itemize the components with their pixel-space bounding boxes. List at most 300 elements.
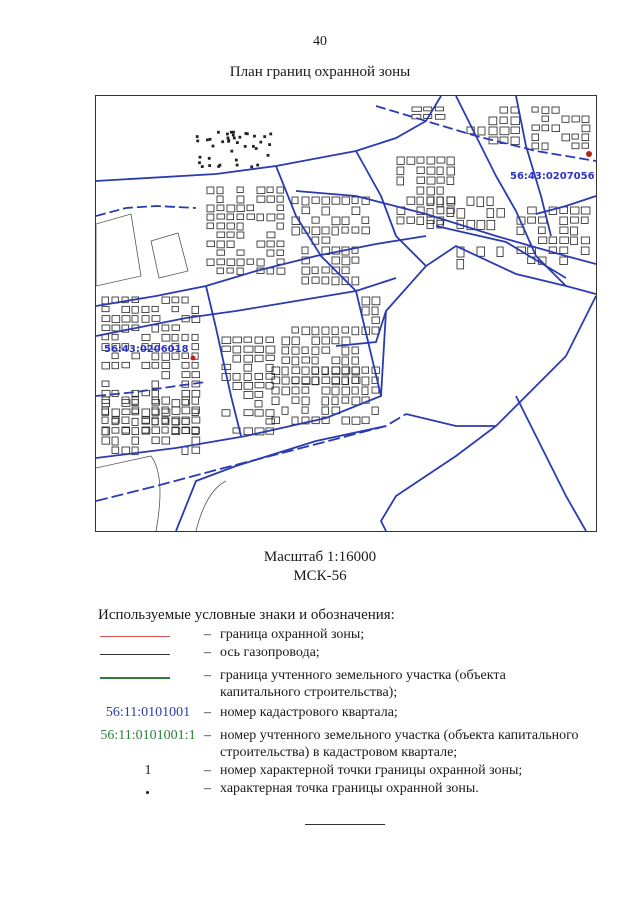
quarter-boundary [356,151,426,266]
parcel-building [182,428,190,434]
parcel-building [227,223,234,229]
cadastral-map [95,95,597,532]
quarter-boundary [406,414,496,426]
parcel-building [282,367,288,375]
parcel-building [192,362,198,368]
quarter-boundary [376,106,596,161]
parcel-building [267,232,275,238]
parcel-building [282,387,289,395]
parcel-building [511,117,520,125]
parcel-building [152,427,159,433]
parcel-building [292,227,299,235]
parcel-building [538,227,545,234]
parcel-building [292,337,299,345]
parcel-building [312,277,319,283]
parcel-building [571,217,579,223]
parcel-building [447,157,454,165]
parcel-building [277,250,283,255]
parcel-building [227,205,235,212]
parcel-building [132,397,138,404]
small-object [196,136,198,138]
parcel-building [582,116,589,123]
parcel-building [152,306,158,311]
parcel-building [292,377,299,383]
parcel-building [182,334,188,340]
parcel-building [447,197,455,204]
parcel-building [542,143,548,150]
parcel-building [312,357,318,364]
parcel-building [372,317,379,323]
parcel-building [332,367,340,373]
parcel-building [560,247,568,253]
parcel-building [571,227,578,235]
coordinate-system: МСК-56 [293,568,347,584]
parcel-building [532,107,538,112]
small-object [209,165,211,167]
parcel-building [581,237,589,244]
parcel-building [162,427,168,433]
green-line-icon [100,677,170,679]
parcel-building [312,227,320,235]
parcel-building [192,334,198,340]
parcel-building [244,346,253,352]
parcel-building [227,232,234,237]
parcel-building [417,197,423,205]
parcel-building [582,125,590,132]
parcel-building [237,250,244,255]
parcel-building [272,397,279,405]
parcel-building [412,107,421,111]
zone-point [586,151,592,157]
scale-ratio: Масштаб 1:16000 [263,549,377,565]
parcel-building [172,297,179,303]
parcel-building [581,217,588,223]
parcel-building [424,107,432,111]
parcel-building [102,437,110,444]
parcel-building [152,362,159,368]
parcel-building [489,127,497,135]
parcel-building [397,177,404,185]
parcel-building [277,205,284,210]
parcel-building [292,417,298,424]
parcel-building [312,367,319,374]
parcel-building [372,297,380,305]
parcel-building [122,417,129,423]
parcel-building [322,227,329,234]
parcel-building [222,346,230,351]
parcel-building [312,337,319,344]
gas-axis-symbol [96,644,200,660]
parcel-building [542,116,548,121]
parcel-building [172,325,180,330]
parcel-building [407,197,415,204]
legend-text: граница охранной зоны; [220,627,365,642]
parcel-building [560,227,568,234]
parcel-building [322,267,329,273]
parcel-building [192,306,199,313]
parcel-building [112,362,118,368]
parcel-building [302,327,310,335]
open-plot [151,233,188,278]
parcel-building [192,428,199,434]
parcel-building [417,167,424,174]
parcel-building [457,209,465,218]
parcel-building [112,418,118,424]
legend-text: номер характерной точки границы охранной зоны; [220,763,523,778]
parcel-building [342,257,350,265]
parcel-building [122,409,130,415]
parcel-building [102,297,109,304]
parcel-building [244,428,252,435]
parcel-building [427,197,434,204]
dot-icon [146,791,149,794]
parcel-building [312,267,318,273]
parcel-building [207,205,214,212]
parcel-building [162,409,170,416]
parcel-building [332,257,340,264]
parcel-building [182,372,190,378]
parcel-building [342,337,350,345]
parcel-building [217,187,223,194]
parcel-building [342,387,350,395]
small-object [208,157,210,159]
parcel-building [352,357,358,364]
parcel-building [342,217,349,225]
parcel-building [322,367,328,374]
parcel-boundary-symbol [96,667,200,683]
point-number-symbol: 1 [144,763,152,778]
parcel-building [312,327,319,335]
parcel-building [322,197,329,204]
parcel-building [407,157,415,164]
parcel-building [352,387,358,394]
parcel-building [562,134,570,141]
parcel-building [255,337,263,343]
parcel-building [487,197,493,206]
small-object [269,144,271,146]
parcel-building [266,337,273,342]
parcel-building [152,325,158,332]
parcel-building [172,306,178,311]
parcel-building [112,437,118,445]
parcel-building [571,237,578,245]
map-title: План границ охранной зоны [229,64,411,80]
quarter-number-symbol: 56:11:0101001 [105,705,191,720]
parcel-building [132,390,138,396]
parcel-building [332,327,338,334]
parcel-building [342,347,349,355]
small-object [235,159,237,161]
parcel-building [532,143,539,149]
parcel-building [102,316,110,322]
parcel-building [312,377,319,385]
parcel-building [332,357,340,364]
quarter-boundary [516,96,551,236]
parcel-building [302,277,309,284]
parcel-building [322,327,329,334]
parcel-building [237,196,244,203]
legend-text: граница учтенного земельного участка (объекта капитального строительства); [220,668,506,700]
parcel-building [277,214,284,219]
parcel-building [152,437,159,444]
parcel-building [244,410,253,416]
parcel-building [142,428,149,433]
parcel-building [352,197,358,203]
parcel-building [266,355,274,360]
parcel-building [192,390,200,397]
parcel-building [122,316,130,322]
small-object [212,145,214,147]
small-object [206,139,208,141]
parcel-building [152,407,158,415]
parcel-building [244,392,253,399]
parcel-building [192,372,200,378]
parcel-building [222,410,230,416]
parcel-building [437,157,445,163]
parcel-building [322,207,329,215]
parcel-building [182,390,190,396]
boundary-layer [96,96,596,531]
parcel-building [552,107,559,113]
parcel-building [447,177,454,185]
small-object [232,131,234,133]
parcel-building [112,428,119,433]
parcel-building [132,409,138,415]
parcel-building [237,259,244,266]
parcel-building [172,407,180,414]
small-object [197,140,199,142]
parcel-building [255,392,263,398]
parcel-building [233,355,241,362]
parcel-building [372,307,378,315]
parcel-building [162,297,170,303]
parcel-building [172,400,180,407]
parcel-building [152,390,158,397]
parcel-building [237,232,244,238]
parcel-building [152,397,158,404]
parcel-building [192,397,199,404]
parcel-building [342,377,348,385]
parcel-building [437,197,443,207]
parcel-building [427,167,435,174]
parcel-building [255,382,264,387]
parcel-building [122,447,130,454]
parcel-building [560,217,568,225]
parcel-building [122,362,130,368]
parcel-building [427,177,435,184]
parcel-building [322,367,328,375]
parcel-building [362,387,368,395]
small-object [255,147,257,149]
parcel-building [142,334,150,340]
parcel-building [172,418,179,424]
parcel-building [362,297,370,305]
parcel-building [560,237,569,243]
parcel-building [572,116,579,122]
parcel-building [247,205,254,211]
parcel-building [207,187,214,194]
parcel-building [302,377,310,384]
parcel-building [467,197,474,205]
quarter-boundary [96,236,426,306]
parcel-building [237,214,244,220]
parcel-building [277,223,283,229]
parcel-building [207,259,214,266]
parcel-building [132,418,138,425]
parcel-building [292,357,299,365]
parcel-building [437,167,443,175]
small-object [270,133,272,135]
parcel-building [227,214,234,220]
parcel-building [102,417,108,423]
parcel-building [132,437,139,444]
parcel-building [217,268,223,274]
parcel-building [332,337,339,344]
quarter-boundary [436,226,566,278]
parcel-building [277,187,284,193]
parcel-building [192,344,199,350]
parcel-building [362,417,369,424]
parcel-building [352,417,360,424]
small-object [199,156,201,158]
parcel-building [342,417,350,424]
parcel-building [342,397,349,403]
parcel-building [302,247,308,254]
legend-heading: Используемые условные знаки и обозначения: [98,607,395,623]
small-object [253,135,255,137]
parcel-building [322,237,330,243]
parcel-building [372,387,379,393]
parcel-building [437,207,444,214]
parcel-building [332,387,339,395]
parcel-building [532,125,539,130]
parcel-building [255,346,263,352]
parcel-building [122,306,130,312]
parcel-building [217,241,224,248]
parcel-building [312,217,319,223]
parcel-building [312,377,319,384]
parcel-building [352,257,359,263]
parcel-building [322,347,330,353]
zone-boundary-symbol [96,626,200,642]
page-number: 40 [313,34,327,49]
small-object [227,137,229,139]
parcel-building [237,205,244,212]
point-symbol [96,780,200,796]
parcel-building [332,217,340,225]
parcel-building [217,232,225,237]
legend-dash: – [204,763,211,778]
quarter-boundary [536,196,596,214]
parcel-building [342,227,348,233]
parcel-building [292,367,300,374]
parcel-building [552,125,559,132]
parcel-building [132,316,138,322]
parcel-building [538,217,546,223]
parcel-building [282,407,288,414]
parcel-building [572,134,578,139]
parcel-building [302,387,309,393]
legend-dash: – [204,645,211,660]
parcel-building [352,377,358,383]
legend-dash: – [204,705,211,720]
parcel-building [112,409,119,416]
parcel-building [342,267,349,274]
parcel-building [372,327,379,334]
parcel-building [352,327,359,335]
parcel-building [302,367,309,374]
parcel-building [132,407,139,413]
parcel-building [322,407,328,414]
parcel-building [233,382,242,389]
parcel-building [102,397,109,404]
parcel-building [292,197,298,204]
small-object [236,164,238,166]
small-object [252,145,254,147]
small-object [245,132,247,134]
parcel-building [182,362,189,368]
parcel-building [112,316,120,323]
parcel-building [302,397,309,405]
parcel-building [542,107,549,113]
parcel-building [372,407,378,414]
small-object [217,131,219,133]
parcel-building [102,306,109,311]
parcel-building [322,277,329,284]
parcel-building [342,197,349,204]
parcel-building [182,400,188,405]
parcel-building [322,397,328,405]
parcel-building [207,214,214,220]
parcel-building [244,373,251,380]
light-features [96,214,226,531]
parcel-building [500,127,509,135]
parcel-building [257,196,265,202]
parcel-building [478,127,485,135]
parcel-building [257,241,265,247]
parcel-building [528,217,536,223]
parcel-building [292,377,299,384]
parcel-building [122,428,130,433]
parcel-building [162,417,168,423]
parcel-building [217,196,223,203]
parcel-building [538,237,546,243]
parcel-building [500,107,508,113]
parcel-building [302,197,309,205]
parcel-building [511,107,518,113]
parcel-building [312,367,318,374]
parcel-building [362,307,369,315]
parcel-building [222,337,231,344]
parcel-building [282,377,289,384]
small-object [228,140,230,142]
quarter-boundary [96,96,441,181]
parcel-building [362,367,369,373]
parcel-building [528,207,536,214]
parcel-building [489,117,497,125]
parcel-building [417,217,424,225]
parcel-building [581,207,590,214]
parcel-building [182,418,189,424]
parcel-building [142,417,150,423]
parcel-building [571,207,579,214]
small-object [239,136,241,138]
legend-text: характерная точка границы охранной зоны. [220,781,479,796]
parcel-building [352,347,358,354]
parcel-building [417,177,424,183]
parcel-building [237,268,243,274]
road-edge [196,481,226,531]
